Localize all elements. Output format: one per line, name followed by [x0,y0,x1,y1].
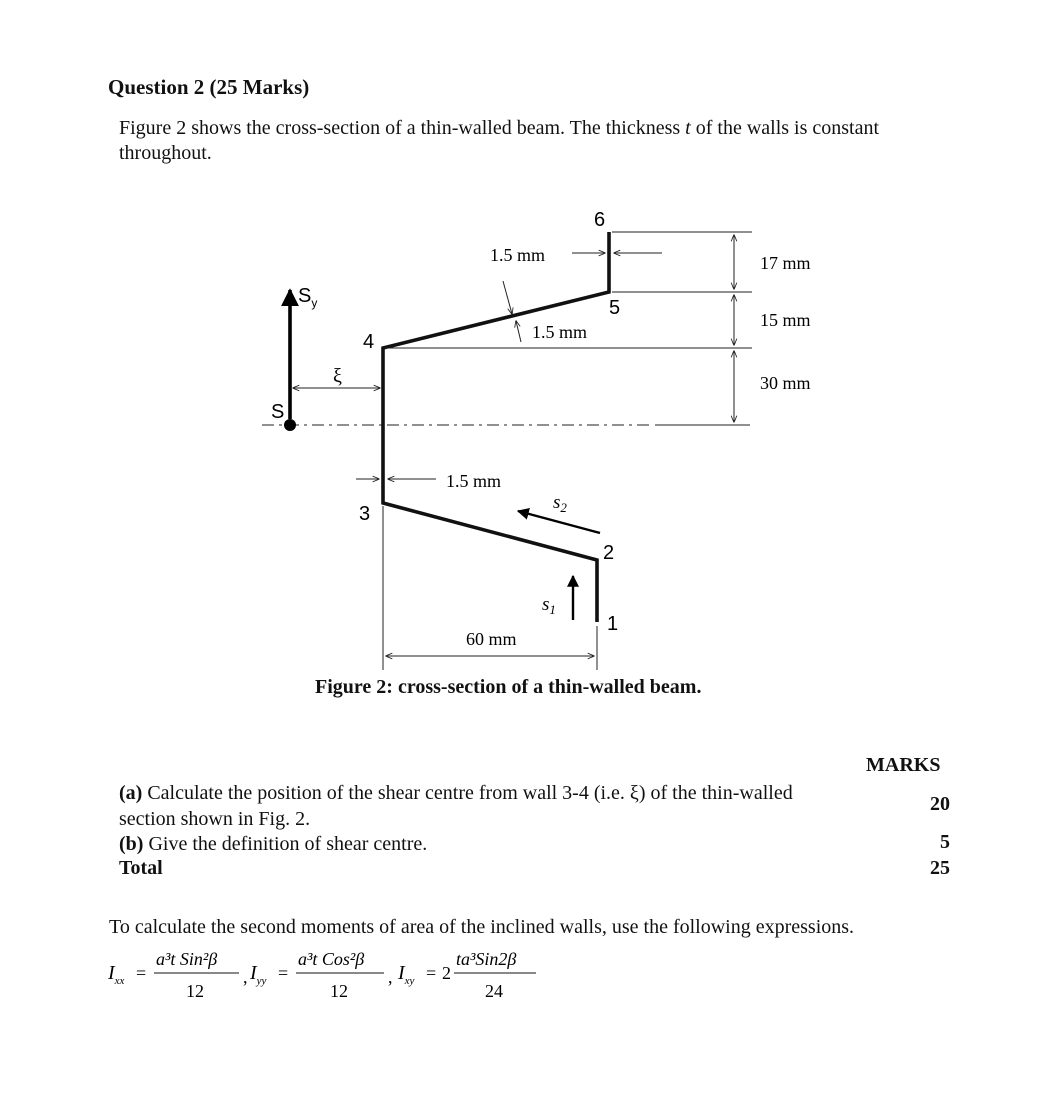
expressions-intro: To calculate the second moments of area of the inclined walls, use the following expressions. [109,916,855,938]
shear-centre-point [284,419,296,431]
intro-text-end: of the walls is constant throughout. [119,117,880,164]
dim-17-label: 17 mm [760,253,811,273]
thickness-web-label: 1.5 mm [446,471,502,491]
part-b-marks: 5 [940,831,950,853]
ixx-denominator: 12 [186,981,204,1001]
s2-label: $s_2$ [553,492,567,515]
s2-arrow [518,511,600,533]
part-b [119,831,427,857]
dim-60-label: 60 mm [466,629,517,649]
section-outline [383,232,609,622]
node-label-6: 6 [594,209,606,231]
second-moment-formulas [104,943,564,1005]
ixy-coefficient: 2 [442,963,451,983]
part-a [119,780,849,832]
thickness-top-label: 1.5 mm [490,245,546,265]
ixy-numerator: ta³Sin2β [456,949,517,969]
intro-text-start: Figure 2 shows the cross-section of a thin-walled beam. The thickness [119,117,686,139]
node-label-5: 5 [609,297,621,319]
force-label: $S_y$ [298,285,318,310]
ixy-denominator: 24 [485,981,503,1001]
xi-symbol: ξ [333,365,342,387]
part-a-text: Calculate the position of the shear centre from wall 3-4 (i.e. ξ) of the thin-walled section shown in Fig. 2. [119,782,793,830]
ixy-equals: = [426,963,437,983]
dim-30-label: 30 mm [760,373,811,393]
node-label-2: 2 [603,542,615,564]
marks-heading: MARKS [866,754,941,776]
iyy-numerator: a³t Cos²β [298,949,365,969]
part-b-label: (b) [119,833,144,855]
node-label-1: 1 [607,613,619,635]
thickness-incline-arrow-lower [516,321,521,342]
ixx-numerator: a³t Sin²β [156,949,218,969]
iyy-symbol: $I_{yy}$ [250,962,267,987]
ixx-equals: = [136,963,147,983]
iyy-equals: = [278,963,289,983]
thickness-incline-arrow-upper [503,281,512,314]
node-label-3: 3 [359,503,371,525]
ixx-separator: , [243,967,248,987]
ixy-symbol: $I_{xy}$ [398,962,415,987]
shear-centre-label: S [271,401,285,423]
total-marks: 25 [930,857,950,879]
question-title: Question 2 (25 Marks) [108,75,310,99]
s1-label: $s_1$ [542,594,556,617]
thickness-variable: t [685,117,691,139]
part-b-text: Give the definition of shear centre. [143,833,428,855]
part-a-marks: 20 [930,793,950,815]
thickness-incline-label: 1.5 mm [532,322,588,342]
dim-15-label: 15 mm [760,310,811,330]
total-label: Total [119,857,163,879]
ixx-symbol: $I_{xx}$ [108,962,125,987]
figure-caption: Figure 2: cross-section of a thin-walled beam. [315,676,702,698]
node-label-4: 4 [363,331,375,353]
iyy-denominator: 12 [330,981,348,1001]
iyy-separator: , [388,967,393,987]
part-a-label: (a) [119,782,143,804]
